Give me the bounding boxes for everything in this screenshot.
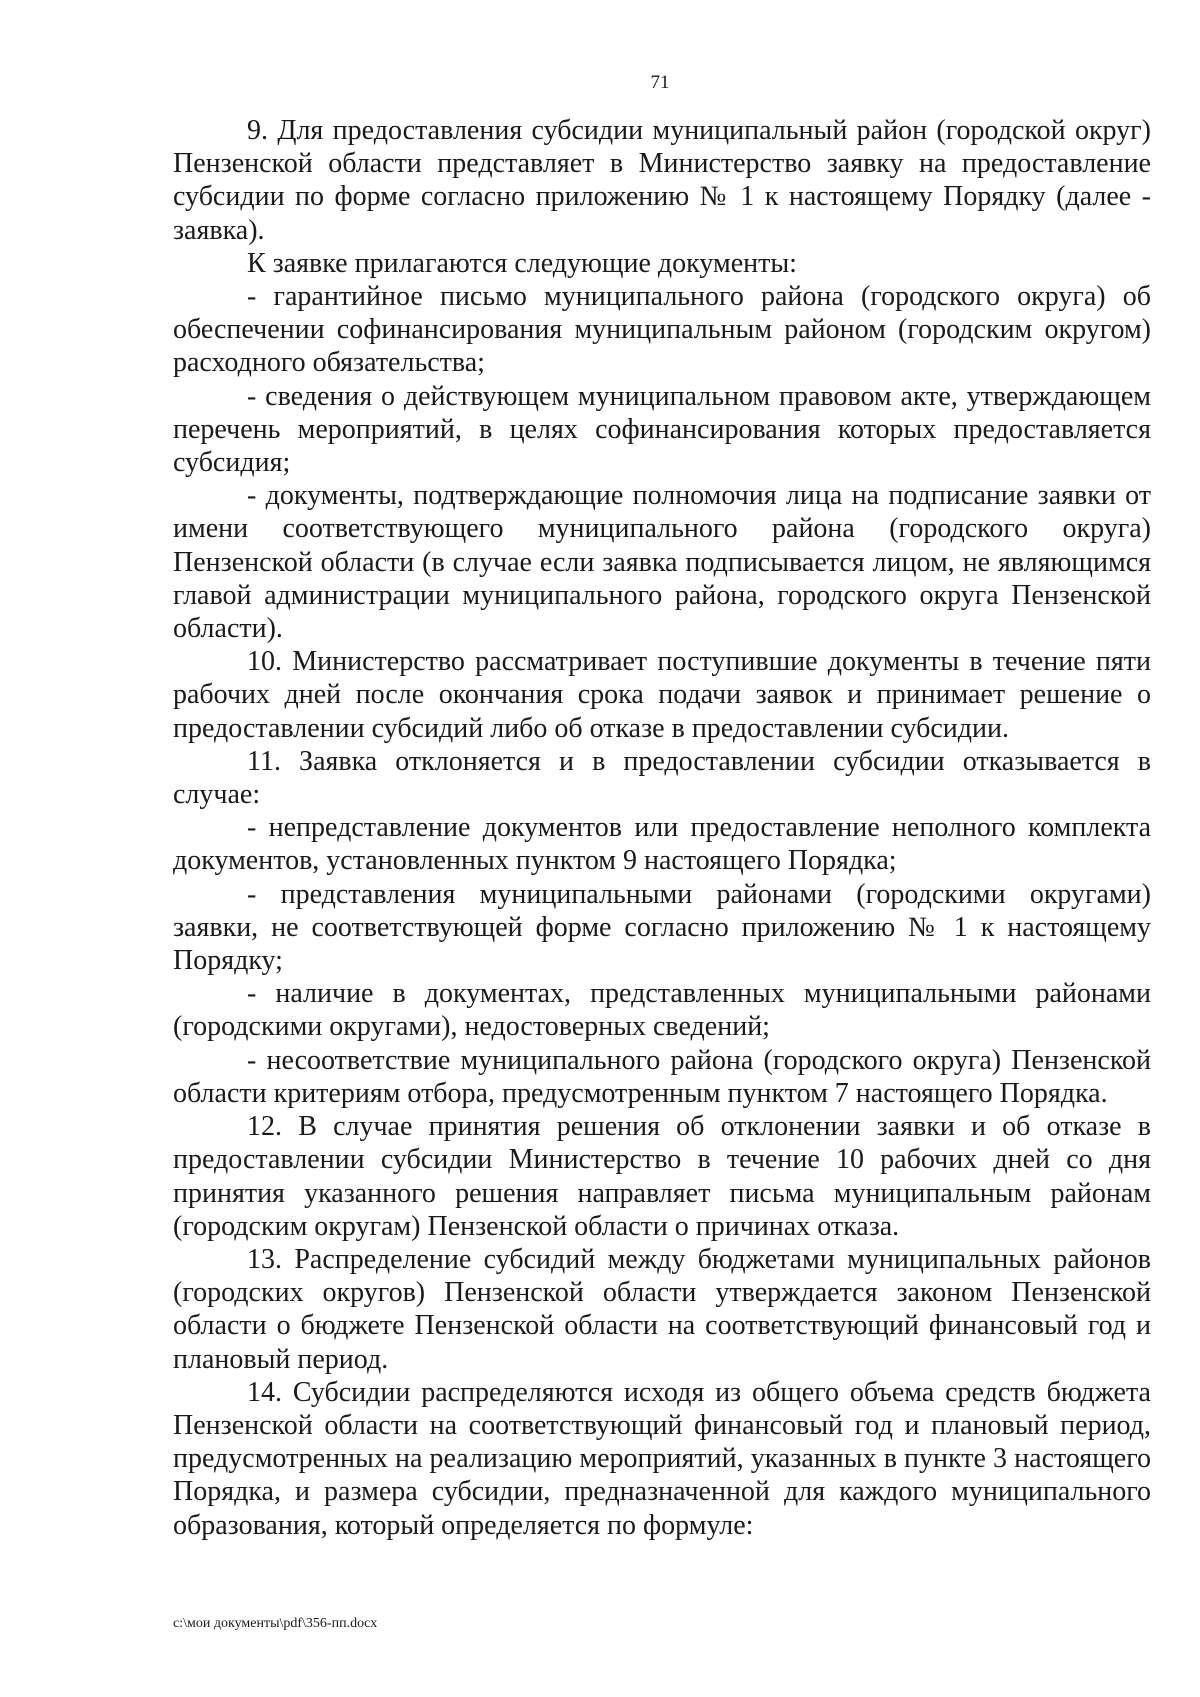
list-item-authority-documents: - документы, подтверждающие полномочия лица на подписание заявки от имени соответствующего муниципального района (городского округа) Пензенской области (в случае если заявка подписывается лицом, не являющимся главой администрации муниципального района, городского округа Пензенской области). xyxy=(173,480,1151,645)
paragraph-14: 14. Субсидии распределяются исходя из общего объема средств бюджета Пензенской области на соответствующий финансовый год и плановый период, предусмотренных на реализацию мероприятий, указанных в пункте 3 настоящего Порядка, и размера субсидии, предназначенной для каждого муниципального образования, который определяется по формуле: xyxy=(173,1376,1151,1541)
list-item-missing-documents: - непредставление документов или предоставление неполного комплекта документов, установленных пунктом 9 настоящего Порядка; xyxy=(173,812,1151,877)
paragraph-attachments-intro: К заявке прилагаются следующие документы: xyxy=(247,247,797,279)
list-item-legal-act-info: - сведения о действующем муниципальном правовом акте, утверждающем перечень мероприятий, в целях софинансирования которых предоставляется субсидия; xyxy=(173,380,1151,479)
paragraph-12: 12. В случае принятия решения об отклонении заявки и об отказе в предоставлении субсидии Министерство в течение 10 рабочих дней со дня принятия указанного решения направляет письма муниципальным районам (городским округам) Пензенской области о причинах отказа. xyxy=(173,1111,1151,1242)
paragraph-9: 9. Для предоставления субсидии муниципальный район (городской округ) Пензенской области представляет в Министерство заявку на предоставление субсидии по форме согласно приложению № 1 к настоящему Порядку (далее - заявка). xyxy=(173,115,1151,246)
paragraph-10: 10. Министерство рассматривает поступившие документы в течение пяти рабочих дней после окончания срока подачи заявок и принимает решение о предоставлении субсидий либо об отказе в предоставлении субсидии. xyxy=(173,646,1151,744)
list-item-guarantee-letter: - гарантийное письмо муниципального района (городского округа) об обеспечении софинансирования муниципальным районом (городским округом) расходного обязательства; xyxy=(173,281,1151,379)
list-item-criteria-mismatch: - несоответствие муниципального района (городского округа) Пензенской области критериям отбора, предусмотренным пунктом 7 настоящего Порядка. xyxy=(173,1044,1151,1109)
paragraph-11: 11. Заявка отклоняется и в предоставлении субсидии отказывается в случае: xyxy=(173,745,1151,811)
page-number: 71 xyxy=(650,72,670,93)
paragraph-13: 13. Распределение субсидий между бюджетами муниципальных районов (городских округов) Пензенской области утверждается законом Пензенской области о бюджете Пензенской области на соответствующий финансовый год и плановый период. xyxy=(173,1243,1151,1375)
list-item-false-information: - наличие в документах, представленных муниципальными районами (городскими округами), недостоверных сведений; xyxy=(173,978,1151,1043)
document-body xyxy=(173,114,1151,1542)
list-item-form-mismatch: - представления муниципальными районами (городскими округами) заявки, не соответствующей форме согласно приложению № 1 к настоящему Порядку; xyxy=(173,878,1151,977)
footer-file-path: c:\мои документы\pdf\356-пп.docx xyxy=(173,1616,378,1631)
